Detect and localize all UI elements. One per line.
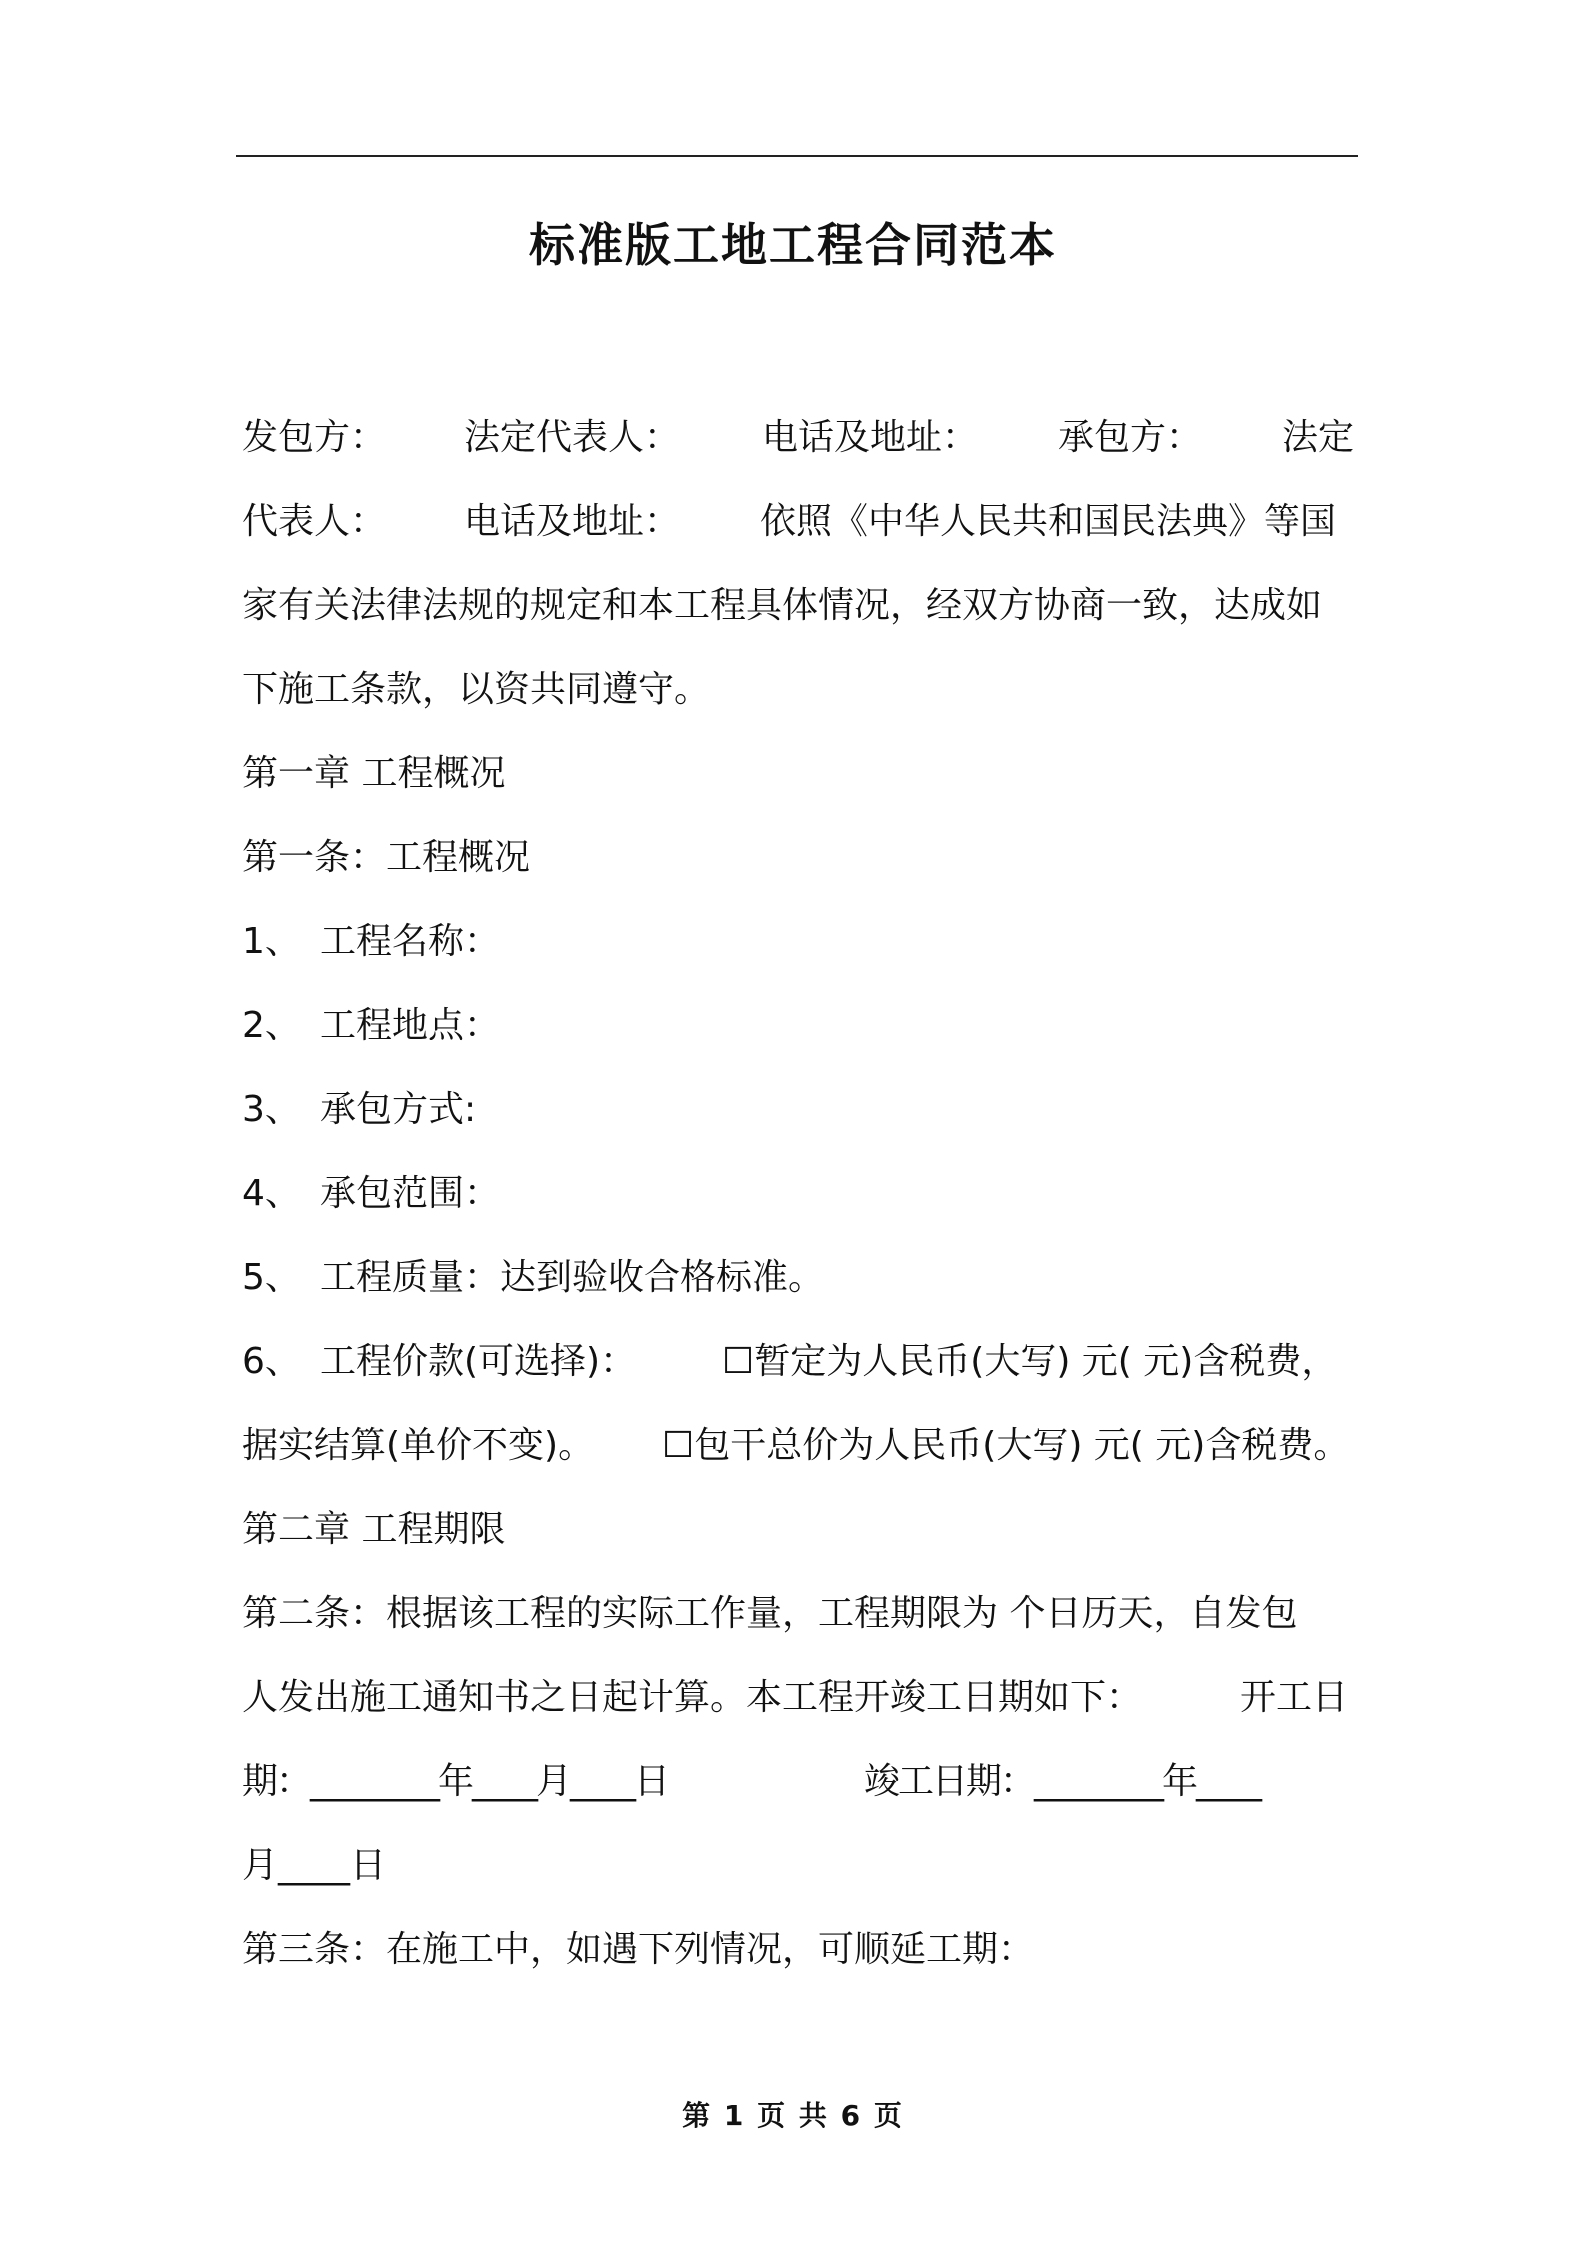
employer-contact-label: 电话及地址： bbox=[762, 417, 979, 458]
item-text: 工程地点： bbox=[320, 1005, 501, 1046]
list-item bbox=[242, 996, 500, 1056]
intro-line-3: 家有关法律法规的规定和本工程具体情况，经双方协商一致，达成如 bbox=[242, 585, 1323, 626]
header-rule bbox=[236, 155, 1358, 157]
article-2-text: 人发出施工通知书之日起计算。本工程开竣工日期如下： bbox=[242, 1677, 1143, 1718]
item-number: 5、 bbox=[242, 1257, 301, 1298]
article-1-heading: 第一条：工程概况 bbox=[242, 837, 531, 878]
contractor-legal-rep-label-start: 法定 bbox=[1282, 417, 1355, 458]
item-text: 工程质量：达到验收合格标准。 bbox=[320, 1257, 825, 1298]
intro-text-start: 依照《中华人民共和国民法典》等国 bbox=[760, 501, 1337, 542]
document-title: 标准版工地工程合同范本 bbox=[529, 218, 1057, 272]
list-item bbox=[242, 1080, 476, 1140]
start-date-field: 期：________年____月____日 bbox=[242, 1761, 669, 1802]
item-number: 6、 bbox=[242, 1341, 301, 1382]
article-2-line-4: 月____日 bbox=[242, 1845, 387, 1886]
contractor-label: 承包方： bbox=[1058, 417, 1203, 458]
employer-label: 发包方： bbox=[242, 417, 387, 458]
article-3-heading: 第三条：在施工中，如遇下列情况，可顺延工期： bbox=[242, 1929, 1035, 1970]
employer-legal-rep-label: 法定代表人： bbox=[464, 417, 681, 458]
start-date-label-start: 开工日 bbox=[1240, 1677, 1349, 1718]
contractor-legal-rep-label-end: 代表人： bbox=[242, 501, 387, 542]
article-2-line-1: 第二条：根据该工程的实际工作量，工程期限为 个日历天，自发包 bbox=[242, 1593, 1298, 1634]
item-text: 承包方式: bbox=[320, 1089, 477, 1130]
price-label: 工程价款(可选择)： bbox=[320, 1341, 637, 1382]
list-item bbox=[242, 1164, 500, 1224]
chapter-2-heading: 第二章 工程期限 bbox=[242, 1509, 506, 1550]
item-number: 4、 bbox=[242, 1173, 301, 1214]
list-item bbox=[242, 1248, 824, 1308]
item-number: 3、 bbox=[242, 1089, 301, 1130]
page-number: 第 1 页 共 6 页 bbox=[682, 2099, 904, 2132]
item-number: 1、 bbox=[242, 921, 301, 962]
list-item bbox=[242, 912, 500, 972]
price-option-lump-sum: ☐包干总价为人民币(大写) 元( 元)含税费。 bbox=[662, 1425, 1350, 1466]
item-number: 2、 bbox=[242, 1005, 301, 1046]
list-item-price bbox=[242, 1332, 1338, 1392]
item-text: 工程名称： bbox=[320, 921, 501, 962]
completion-date-field: 竣工日期：________年____ bbox=[864, 1761, 1261, 1802]
settlement-text: 据实结算(单价不变)。 bbox=[242, 1425, 595, 1466]
chapter-1-heading: 第一章 工程概况 bbox=[242, 753, 506, 794]
item-text: 承包范围： bbox=[320, 1173, 501, 1214]
intro-line-4: 下施工条款，以资共同遵守。 bbox=[242, 669, 711, 710]
price-option-provisional: ☐暂定为人民币(大写) 元( 元)含税费， bbox=[722, 1341, 1338, 1382]
contractor-contact-label: 电话及地址： bbox=[464, 501, 681, 542]
